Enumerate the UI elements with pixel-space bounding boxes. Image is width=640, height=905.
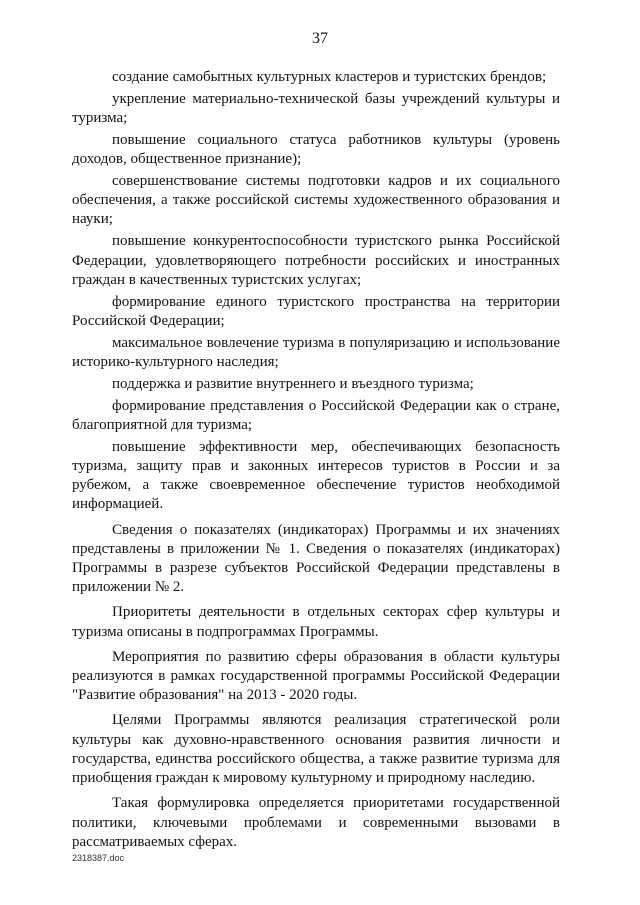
paragraph-14: Целями Программы являются реализация стратегической роли культуры как духовно-нравственного основания развития личности и государства, единства российского общества, а также развитие туризма для приобщения граждан к мировому культурному и природному наследию.	[72, 712, 560, 787]
footer-doc-id: 2318387.doc	[72, 853, 125, 863]
page-number: 37	[312, 30, 328, 47]
paragraph-9: формирование представления о Российской Федерации как о стране, благоприятной для туризма;	[72, 397, 560, 433]
paragraph-15: Такая формулировка определяется приоритетами государственной политики, ключевыми проблемами и современными вызовами в рассматриваемых сферах.	[72, 795, 560, 850]
body-text	[72, 68, 560, 855]
paragraph-12: Приоритеты деятельности в отдельных секторах сфер культуры и туризма описаны в подпрограммах Программы.	[72, 604, 560, 640]
paragraph-13: Мероприятия по развитию сферы образования в области культуры реализуются в рамках государственной программы Российской Федерации "Развитие образования" на 2013 - 2020 годы.	[72, 648, 560, 704]
paragraph-5: повышение конкурентоспособности туристского рынка Российской Федерации, удовлетворяющего потребности российских и иностранных граждан в качественных туристских услугах;	[72, 233, 560, 288]
paragraph-10: повышение эффективности мер, обеспечивающих безопасность туризма, защиту прав и законных интересов туристов в России и за рубежом, а также своевременное обеспечение туристов необходимой информацией.	[72, 438, 560, 513]
paragraph-1: создание самобытных культурных кластеров и туристских брендов;	[112, 69, 547, 85]
paragraph-8: поддержка и развитие внутреннего и въездного туризма;	[112, 375, 474, 392]
paragraph-4: совершенствование системы подготовки кадров и их социального обеспечения, а также российской системы художественного образования и науки;	[72, 173, 560, 228]
paragraph-11: Сведения о показателях (индикаторах) Программы и их значениях представлены в приложении № 1. Сведения о показателях (индикаторах) Программы в разрезе субъектов Российской Федерации представлены в приложении № 2.	[72, 521, 560, 596]
paragraph-2: укрепление материально-технической базы учреждений культуры и туризма;	[72, 90, 560, 127]
paragraph-6: формирование единого туристского пространства на территории Российской Федерации;	[72, 293, 560, 329]
paragraph-7: максимальное вовлечение туризма в популяризацию и использование историко-культурного наследия;	[72, 334, 560, 370]
paragraph-3: повышение социального статуса работников культуры (уровень доходов, общественное признание);	[72, 131, 560, 168]
